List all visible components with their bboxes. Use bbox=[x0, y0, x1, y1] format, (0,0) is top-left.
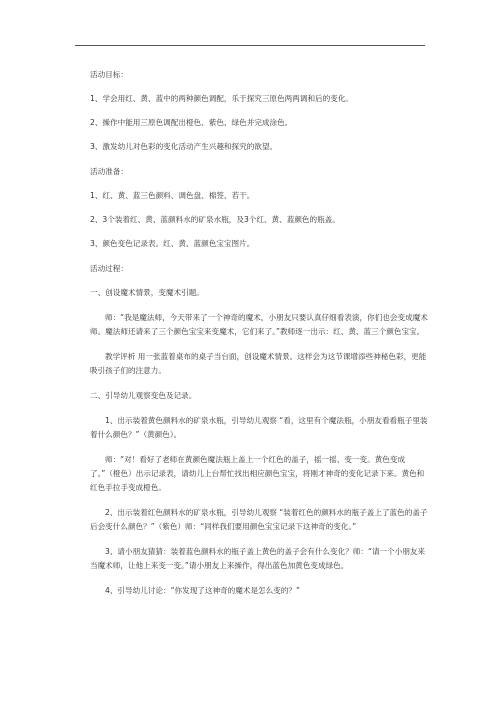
paragraph: 3、激发幼儿对色彩的变化活动产生兴趣和探究的欲望。 bbox=[90, 142, 278, 151]
document-body bbox=[90, 58, 430, 598]
paragraph: 3、颜色变色记录表。红、黄、蓝颜色宝宝图片。 bbox=[90, 239, 255, 248]
paragraph: 1、红、黄、蓝三色颜料、调色盘、棉签、若干。 bbox=[90, 191, 255, 200]
paragraph: 1、学会用红、黄、蓝中的两种颜色调配，乐于探究三原色两两调和后的变化。 bbox=[90, 94, 354, 103]
paragraph: 3、请小朋友猜猜：装着蓝色颜料水的瓶子盖上黄色的盖子会有什么变化？师：“请一个小朋友来当魔术师，让他上来变一变。”请小朋友上来操作，得出蓝色加黄色变成绿色。 bbox=[90, 547, 426, 570]
header-rule bbox=[75, 45, 425, 46]
paragraph: 4、引导幼儿讨论：“你发现了这神奇的魔术是怎么变的？” bbox=[105, 586, 300, 595]
paragraph: 师：“对！看好了老师在黄颜色魔法瓶上盖上一个红色的盖子，摇一摇、变一变。黄色变成了。”（橙色）出示记录表，请幼儿上台帮忙找出相应颜色宝宝，将刚才神奇的变化记录下来。黄色和红色手拉手变成橙色。 bbox=[90, 455, 425, 492]
paragraph: 教学评析 用一张蓝着桌布的桌子当台面，创设魔术情景。这样会为这节课增添些神秘色彩，更能吸引孩子们的注意力。 bbox=[90, 352, 427, 375]
paragraph: 活动准备： bbox=[90, 167, 128, 176]
paragraph: 2、操作中能用三原色调配出橙色、紫色、绿色并完成涂色。 bbox=[90, 118, 293, 127]
paragraph: 师：“我是魔法师，今天带来了一个神奇的魔术，小朋友只要认真仔细看表演，你们也会变成魔术师。魔法师还请来了三个颜色宝宝来变魔术，它们来了。”教师逐一出示：红、黄、蓝三个颜色宝宝。 bbox=[90, 313, 428, 336]
paragraph: 2、3个装着红、黄、蓝颜料水的矿泉水瓶，及3个红、黄、蓝颜色的瓶盖。 bbox=[90, 215, 340, 224]
paragraph: 1、出示装着黄色颜料水的矿泉水瓶，引导幼儿观察 “看，这里有个魔法瓶，小朋友看看瓶子里装着什么颜色？”（黄颜色）。 bbox=[90, 416, 428, 439]
paragraph: 活动目标： bbox=[90, 70, 128, 79]
paragraph: 二、引导幼儿观察变色及记录。 bbox=[90, 391, 197, 400]
paragraph: 活动过程： bbox=[90, 264, 128, 273]
paragraph: 2、出示装着红色颜料水的矿泉水瓶，引导幼儿观察 “装着红色的颜料水的瓶子盖上了蓝色的盖子后会变什么颜色？”（紫色）师：“同样我们要用颜色宝宝记录下这神奇的变化。” bbox=[90, 508, 428, 531]
paragraph: 一、创设魔术情景，变魔术引题。 bbox=[90, 288, 204, 297]
